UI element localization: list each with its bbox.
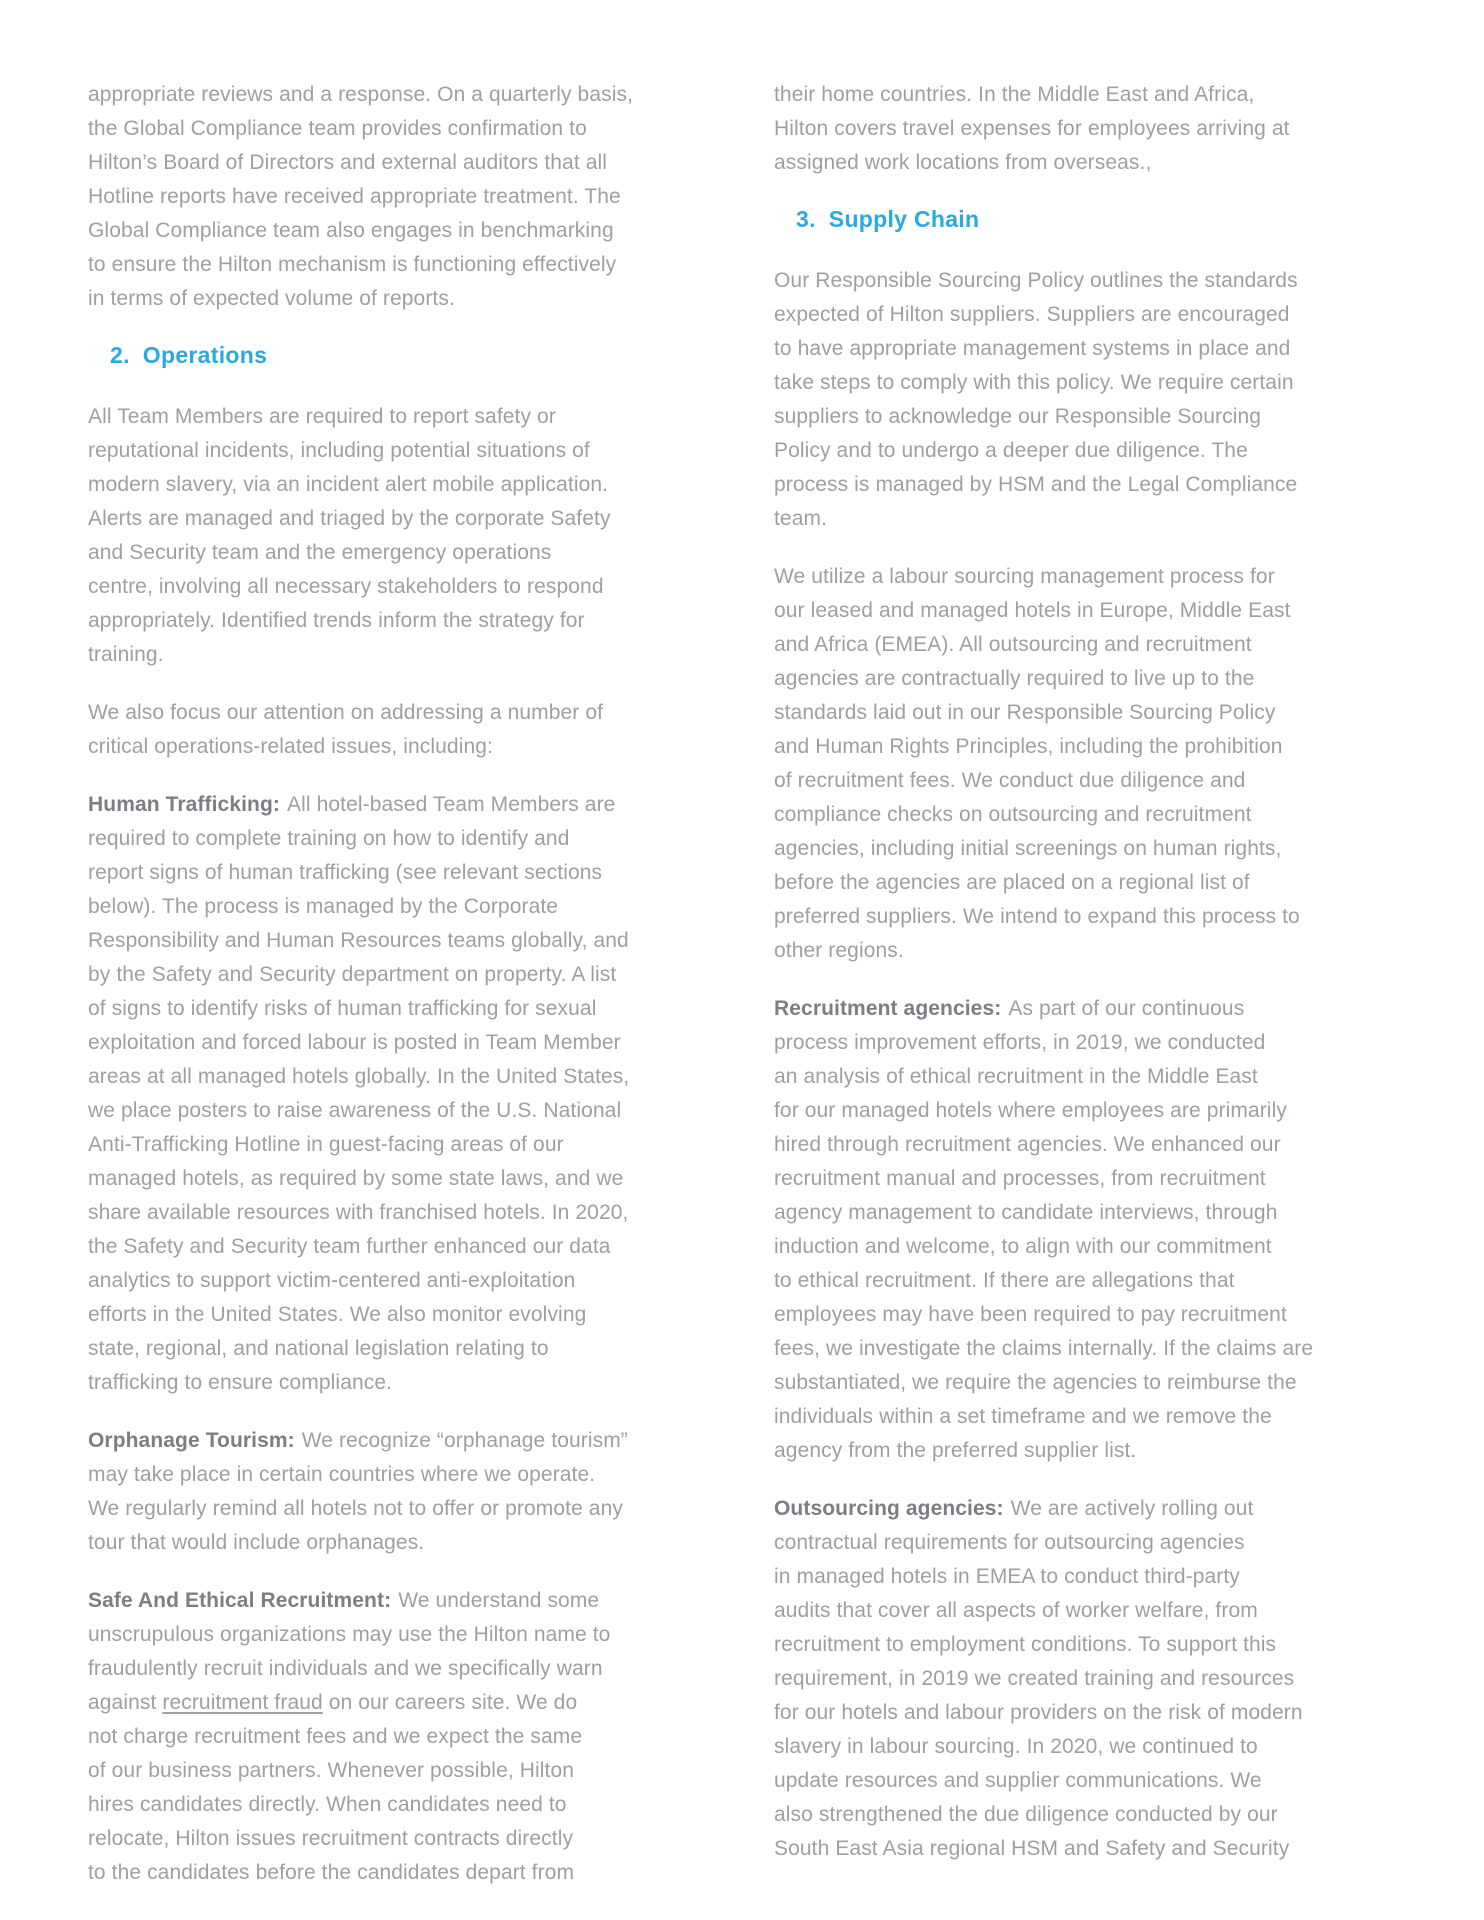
run-in-heading-safe-recruitment: Safe And Ethical Recruitment: [88,1589,392,1612]
para-recruitment-agencies [774,992,1406,1468]
para-recruitment-agencies-text: As part of our continuous process improvement efforts, in 2019, we conducted an analysis of ethical recruitment in the Middle East for our managed hotels where employees are primarily hired through recruitment agencies. We enhanced our recruitment manual and processes, from recruitment agency management to candidate interviews, through induction and welcome, to align with our commitment to ethical recruitment. If there are allegations that employees may have been required to pay recruitment fees, we investigate the claims internally. If the claims are substantiated, we require the agencies to reimburse the individuals within a set timeframe and we remove the agency from the preferred supplier list. [774,997,1314,1462]
para-intro-text: appropriate reviews and a response. On a quarterly basis, the Global Compliance team provides confirmation to Hilton’s Board of Directors and external auditors that all Hotline reports have received appropriate treatment. The Global Compliance team also engages in benchmarking to ensure the Hilton mechanism is functioning effectively in terms of expected volume of reports. [88,83,633,310]
para-outsourcing-agencies [774,1492,1406,1866]
para-labour-sourcing [774,560,1406,968]
run-in-heading-human-trafficking: Human Trafficking: [88,793,280,816]
two-column-layout [88,78,1404,1914]
para-safe-recruitment-text-before: We understand some unscrupulous organizations may use the Hilton name to fraudulently recruit individuals and we specifically warn [88,1589,611,1680]
link-line-post: on our careers site. We do [322,1691,578,1714]
para-home-countries [774,78,1406,180]
link-line-pre: against [88,1691,163,1714]
para-outsourcing-agencies-text: We are actively rolling out contractual requirements for outsourcing agencies in managed hotels in EMEA to conduct third-party audits that cover all aspects of worker welfare, from recruitment to employment conditions. To support this requirement, in 2019 we created training and resources for our hotels and labour providers on the risk of modern slavery in labour sourcing. In 2020, we continued to update resources and supplier communications. We also strengthened the due diligence conducted by our South East Asia regional HSM and Safety and Security [774,1497,1303,1860]
section-title: Supply Chain [828,206,980,232]
para-operations [88,400,720,672]
para-operations-text: All Team Members are required to report safety or reputational incidents, including potential situations of modern slavery, via an incident alert mobile application. Alerts are managed and triaged by the corporate Safety and Security team and the emergency operations centre, involving all necessary stakeholders to respond appropriately. Identified trends inform the strategy for training. [88,405,611,666]
para-intro [88,78,720,316]
section-number: 3. [796,206,816,232]
run-in-heading-outsourcing-agencies: Outsourcing agencies: [774,1497,1004,1520]
right-column [774,78,1406,1914]
section-heading-supply-chain [774,204,1406,234]
section-number: 2. [110,342,130,368]
para-orphanage-tourism [88,1424,720,1560]
para-home-countries-text: their home countries. In the Middle East and Africa, Hilton covers travel expenses for employees arriving at assigned work locations from overseas., [774,83,1290,174]
left-column [88,78,720,1914]
para-human-trafficking-text: All hotel-based Team Members are required to complete training on how to identify and report signs of human trafficking (see relevant sections below). The process is managed by the Corporate Responsibility and Human Resources teams globally, and by the Safety and Security department on property. A list of signs to identify risks of human trafficking for sexual exploitation and forced labour is posted in Team Member areas at all managed hotels globally. In the United States, we place posters to raise awareness of the U.S. National Anti-Trafficking Hotline in guest-facing areas of our managed hotels, as required by some state laws, and we share available resources with franchised hotels. In 2020, the Safety and Security team further enhanced our data analytics to support victim-centered anti-exploitation efforts in the United States. We also monitor evolving state, regional, and national legislation relating to trafficking to ensure compliance. [88,793,630,1394]
para-sourcing-policy [774,264,1406,536]
para-safe-recruitment-text-after: not charge recruitment fees and we expect the same of our business partners. Whenever possible, Hilton hires candidates directly. When candidates need to relocate, Hilton issues recruitment contracts directly to the candidates before the candidates depart from [88,1725,583,1884]
para-safe-recruitment [88,1584,720,1890]
para-focus-text: We also focus our attention on addressing a number of critical operations-related issues, including: [88,701,604,758]
run-in-heading-recruitment-agencies: Recruitment agencies: [774,997,1002,1020]
recruitment-fraud-link[interactable]: recruitment fraud [162,1691,323,1714]
para-orphanage-tourism-text: We recognize “orphanage tourism” may take place in certain countries where we operate. We regularly remind all hotels not to offer or promote any tour that would include orphanages. [88,1429,628,1554]
para-focus [88,696,720,764]
para-labour-sourcing-text: We utilize a labour sourcing management process for our leased and managed hotels in Europe, Middle East and Africa (EMEA). All outsourcing and recruitment agencies are contractually required to live up to the standards laid out in our Responsible Sourcing Policy and Human Rights Principles, including the prohibition of recruitment fees. We conduct due diligence and compliance checks on outsourcing and recruitment agencies, including initial screenings on human rights, before the agencies are placed on a regional list of preferred suppliers. We intend to expand this process to other regions. [774,565,1300,962]
run-in-heading-orphanage-tourism: Orphanage Tourism: [88,1429,295,1452]
section-heading-operations [88,340,720,370]
para-human-trafficking [88,788,720,1400]
section-title: Operations [142,342,268,368]
para-sourcing-policy-text: Our Responsible Sourcing Policy outlines the standards expected of Hilton suppliers. Suppliers are encouraged to have appropriate management systems in place and take steps to comply with this policy. We require certain suppliers to acknowledge our Responsible Sourcing Policy and to undergo a deeper due diligence. The process is managed by HSM and the Legal Compliance team. [774,269,1298,530]
